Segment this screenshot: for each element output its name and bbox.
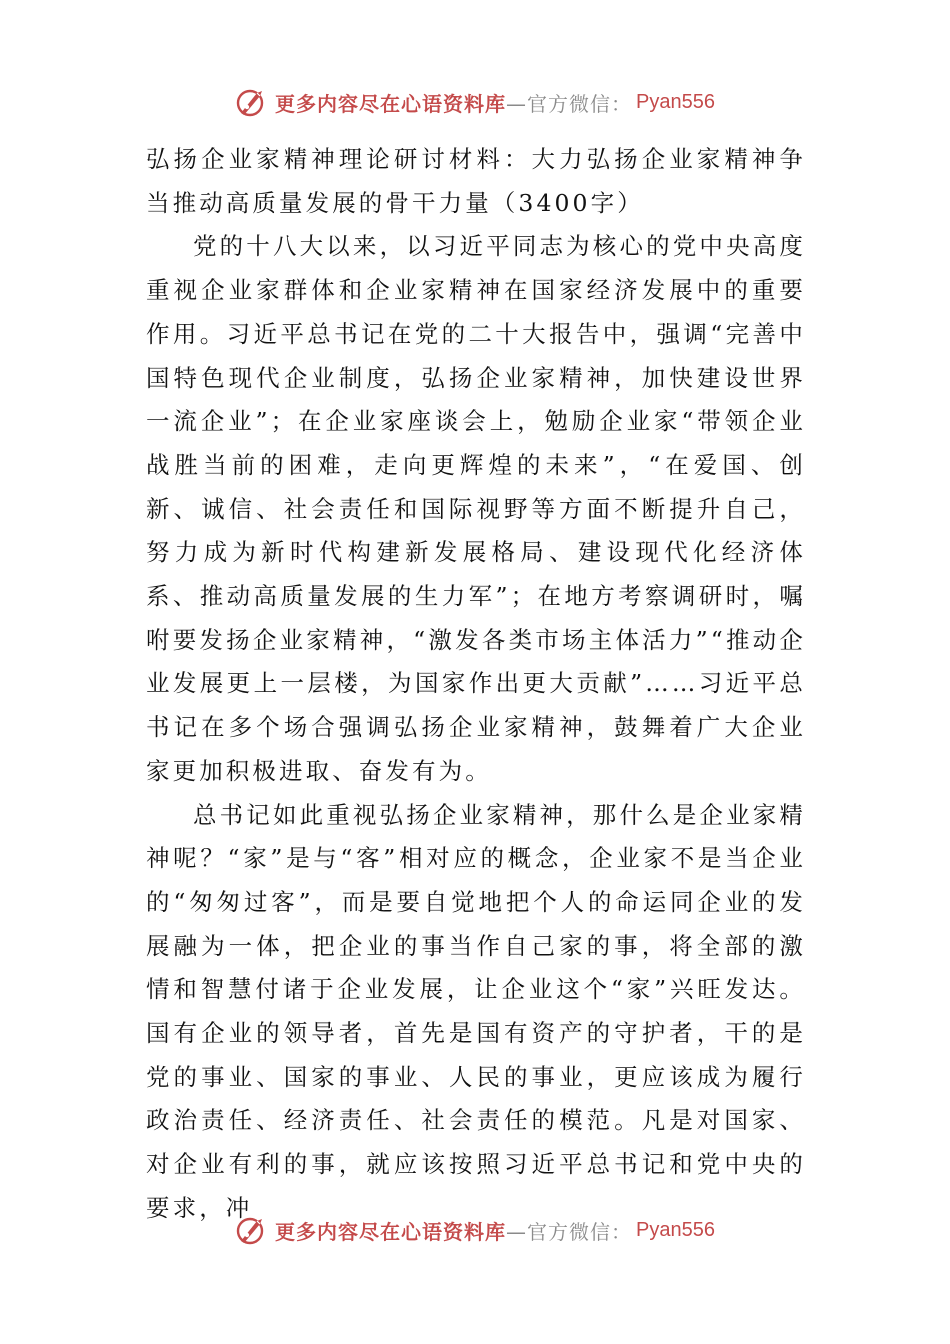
banner-wechat-id: Pyan556 bbox=[636, 90, 715, 113]
paragraph-1: 党的十八大以来，以习近平同志为核心的党中央高度重视企业家群体和企业家精神在国家经济发展中的重要作用。习近平总书记在党的二十大报告中，强调“完善中国特色现代企业制度，弘扬企业家精神，加快建设世界一流企业”；在企业家座谈会上，勉励企业家“带领企业战胜当前的困难，走向更辉煌的未来”，“在爱国、创新、诚信、社会责任和国际视野等方面不断提升自己，努力成为新时代构建新发展格局、建设现代化经济体系、推动高质量发展的生力军”；在地方考察调研时，嘱咐要发扬企业家精神，“激发各类市场主体活力”“推动企业发展更上一层楼，为国家作出更大贡献”……习近平总书记在多个场合强调弘扬企业家精神，鼓舞着广大企业家更加积极进取、奋发有为。 bbox=[146, 232, 806, 785]
header-banner bbox=[0, 82, 950, 122]
document-title: 弘扬企业家精神理论研讨材料：大力弘扬企业家精神争当推动高质量发展的骨干力量（3400字） bbox=[146, 145, 806, 217]
banner-wechat-id: Pyan556 bbox=[636, 1218, 715, 1241]
banner-lead-text: 更多内容尽在心语资料库 bbox=[275, 1219, 507, 1244]
footer-banner bbox=[0, 1210, 950, 1250]
document-body bbox=[146, 138, 806, 1231]
banner-mid-text: —官方微信： bbox=[506, 1219, 633, 1244]
pen-nib-circle-icon bbox=[235, 85, 269, 119]
paragraph-2: 总书记如此重视弘扬企业家精神，那什么是企业家精神呢？“家”是与“客”相对应的概念，企业家不是当企业的“匆匆过客”，而是要自觉地把个人的命运同企业的发展融为一体，把企业的事当作自己家的事，将全部的激情和智慧付诸于企业发展，让企业这个“家”兴旺发达。国有企业的领导者，首先是国有资产的守护者，干的是党的事业、国家的事业、人民的事业，更应该成为履行政治责任、经济责任、社会责任的模范。凡是对国家、对企业有利的事，就应该按照习近平总书记和党中央的要求，冲 bbox=[146, 800, 806, 1222]
banner-mid-text: —官方微信： bbox=[506, 91, 633, 116]
pen-nib-circle-icon bbox=[235, 1213, 269, 1247]
banner-lead-text: 更多内容尽在心语资料库 bbox=[275, 91, 507, 116]
